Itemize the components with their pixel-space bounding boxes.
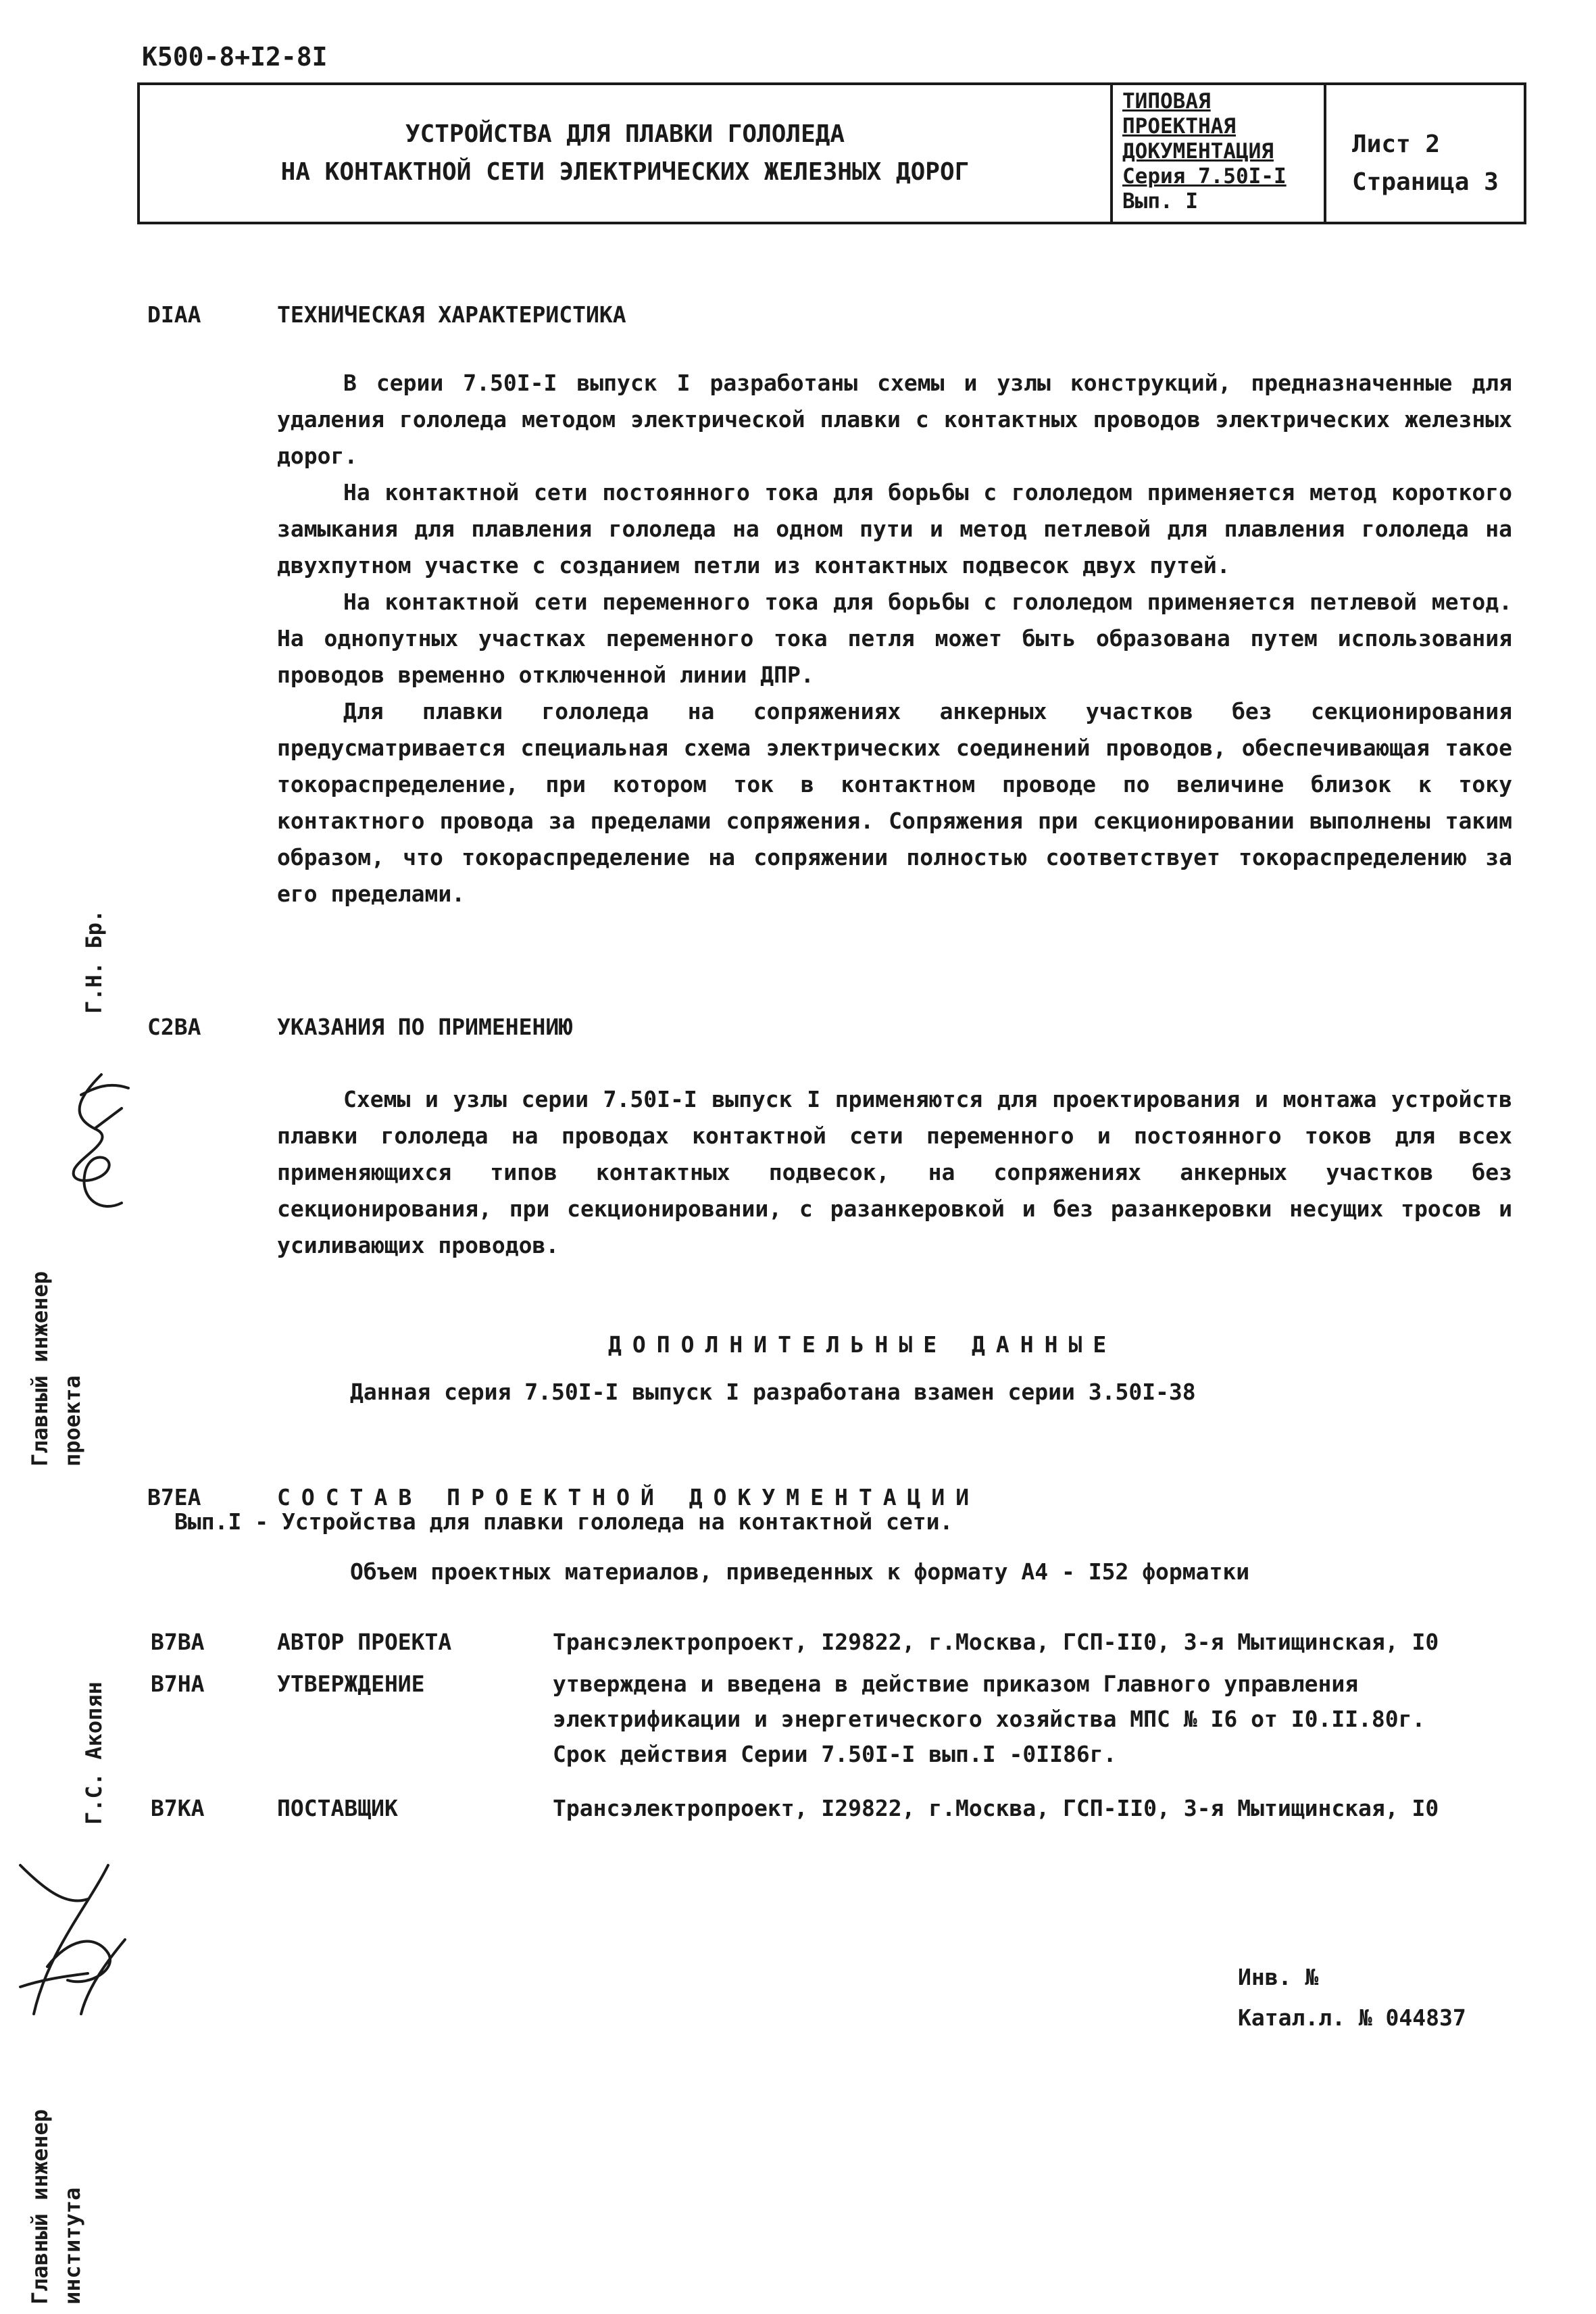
detail-label: ПОСТАВЩИК: [277, 1795, 398, 1821]
margin-name-1: Г.Н. Бр.: [81, 909, 107, 1014]
margin-role-1-line-2: проекта: [59, 1375, 85, 1467]
section-code: B7EA: [147, 1484, 201, 1510]
extra-text: Данная серия 7.50I-I выпуск I разработана взамен серии 3.50I-38: [350, 1379, 1196, 1405]
section-body: [277, 1081, 1512, 1264]
title-line-1: УСТРОЙСТВА ДЛЯ ПЛАВКИ ГОЛОЛЕДА: [405, 120, 845, 148]
section-heading: УКАЗАНИЯ ПО ПРИМЕНЕНИЮ: [277, 1014, 573, 1040]
volume-text: Объем проектных материалов, приведенных к формату А4 - I52 форматки: [350, 1558, 1250, 1585]
series-line: Серия 7.50I-I: [1122, 164, 1287, 189]
sheet-number: Лист 2: [1352, 130, 1441, 158]
detail-label: УТВЕРЖДЕНИЕ: [277, 1671, 425, 1697]
section-code: DIAA: [147, 301, 201, 328]
section-body: [277, 365, 1512, 912]
section-code: C2BA: [147, 1014, 201, 1040]
title-block: [137, 82, 1526, 224]
margin-role-2-line-2: института: [59, 2187, 85, 2305]
detail-code: B7KA: [151, 1795, 205, 1821]
title-line-2: НА КОНТАКТНОЙ СЕТИ ЭЛЕКТРИЧЕСКИХ ЖЕЛЕЗНЫХ ДОРОГ: [280, 158, 970, 186]
margin-name-2: Г.С. Акопян: [81, 1681, 107, 1825]
series-line: ДОКУМЕНТАЦИЯ: [1122, 139, 1274, 164]
page-number: Страница 3: [1352, 168, 1499, 196]
composition-heading: СОСТАВ ПРОЕКТНОЙ ДОКУМЕНТАЦИИ: [277, 1484, 980, 1510]
title-cell: [140, 85, 1113, 222]
series-line: ТИПОВАЯ: [1122, 89, 1211, 114]
paragraph: Схемы и узлы серии 7.50I-I выпуск I применяются для проектирования и монтажа устройств плавки гололеда на проводах контактной сети переменного и постоянного токов для всех применяющихся типов контактных подвесок, на сопряжениях анкерных участков без секционирования, при секционировании, с разанкеровкой и без разанкеровки несущих тросов и усиливающих проводов.: [277, 1086, 1512, 1258]
signature-2-icon: [7, 1852, 135, 2027]
series-line: Вып. I: [1122, 189, 1198, 214]
detail-code: B7BA: [151, 1629, 205, 1655]
detail-value: утверждена и введена в действие приказом Главного управления электрификации и энергетического хозяйства МПС № I6 от I0.II.80г. Срок действия Серии 7.50I-I вып.I -0II86г.: [553, 1671, 1426, 1767]
section-heading: ТЕХНИЧЕСКАЯ ХАРАКТЕРИСТИКА: [277, 301, 626, 328]
paragraph: На контактной сети переменного тока для борьбы с гололедом применяется петлевой метод. На однопутных участках переменного тока петля может быть образована путем использования проводов временно отключенной линии ДПР.: [277, 589, 1512, 688]
extra-heading: ДОПОЛНИТЕЛЬНЫЕ ДАННЫЕ: [608, 1331, 1118, 1358]
series-line: ПРОЕКТНАЯ: [1122, 114, 1236, 139]
detail-label: АВТОР ПРОЕКТА: [277, 1629, 452, 1655]
paragraph: На контактной сети постоянного тока для борьбы с гололедом применяется метод короткого замыкания для плавления гололеда на одном пути и метод петлевой для плавления гололеда на двухпутном участке с созданием петли из контактных подвесок двух путей.: [277, 479, 1512, 578]
signature-1-icon: [54, 1068, 135, 1223]
series-cell: [1113, 85, 1326, 222]
detail-value: Трансэлектропроект, I29822, г.Москва, ГСП-II0, 3-я Мытищинская, I0: [553, 1795, 1439, 1821]
sheet-cell: [1326, 85, 1524, 222]
composition-item: Вып.I - Устройства для плавки гололеда на контактной сети.: [174, 1508, 953, 1535]
detail-value: Трансэлектропроект, I29822, г.Москва, ГСП-II0, 3-я Мытищинская, I0: [553, 1629, 1439, 1655]
paragraph: Для плавки гололеда на сопряжениях анкерных участков без секционирования предусматривается специальная схема электрических соединений проводов, обеспечивающая такое токораспределение, при котором ток в контактном проводе по величине близок к току контактного провода за пределами сопряжения. Сопряжения при секционировании выполнены таким образом, что токораспределение на сопряжении полностью соответствует токораспределению за его пределами.: [277, 698, 1512, 907]
catalog-number: Катал.л. № 044837: [1238, 2004, 1466, 2031]
paragraph: В серии 7.50I-I выпуск I разработаны схемы и узлы конструкций, предназначенные для удаления гололеда методом электрической плавки с контактных проводов электрических железных дорог.: [277, 370, 1512, 469]
detail-code: B7HA: [151, 1671, 205, 1697]
margin-role-1-line-1: Главный инженер: [27, 1271, 53, 1467]
document-code: К500-8+I2-8I: [142, 42, 328, 72]
inventory-number: Инв. №: [1238, 1964, 1319, 1990]
margin-role-2-line-1: Главный инженер: [27, 2109, 53, 2305]
